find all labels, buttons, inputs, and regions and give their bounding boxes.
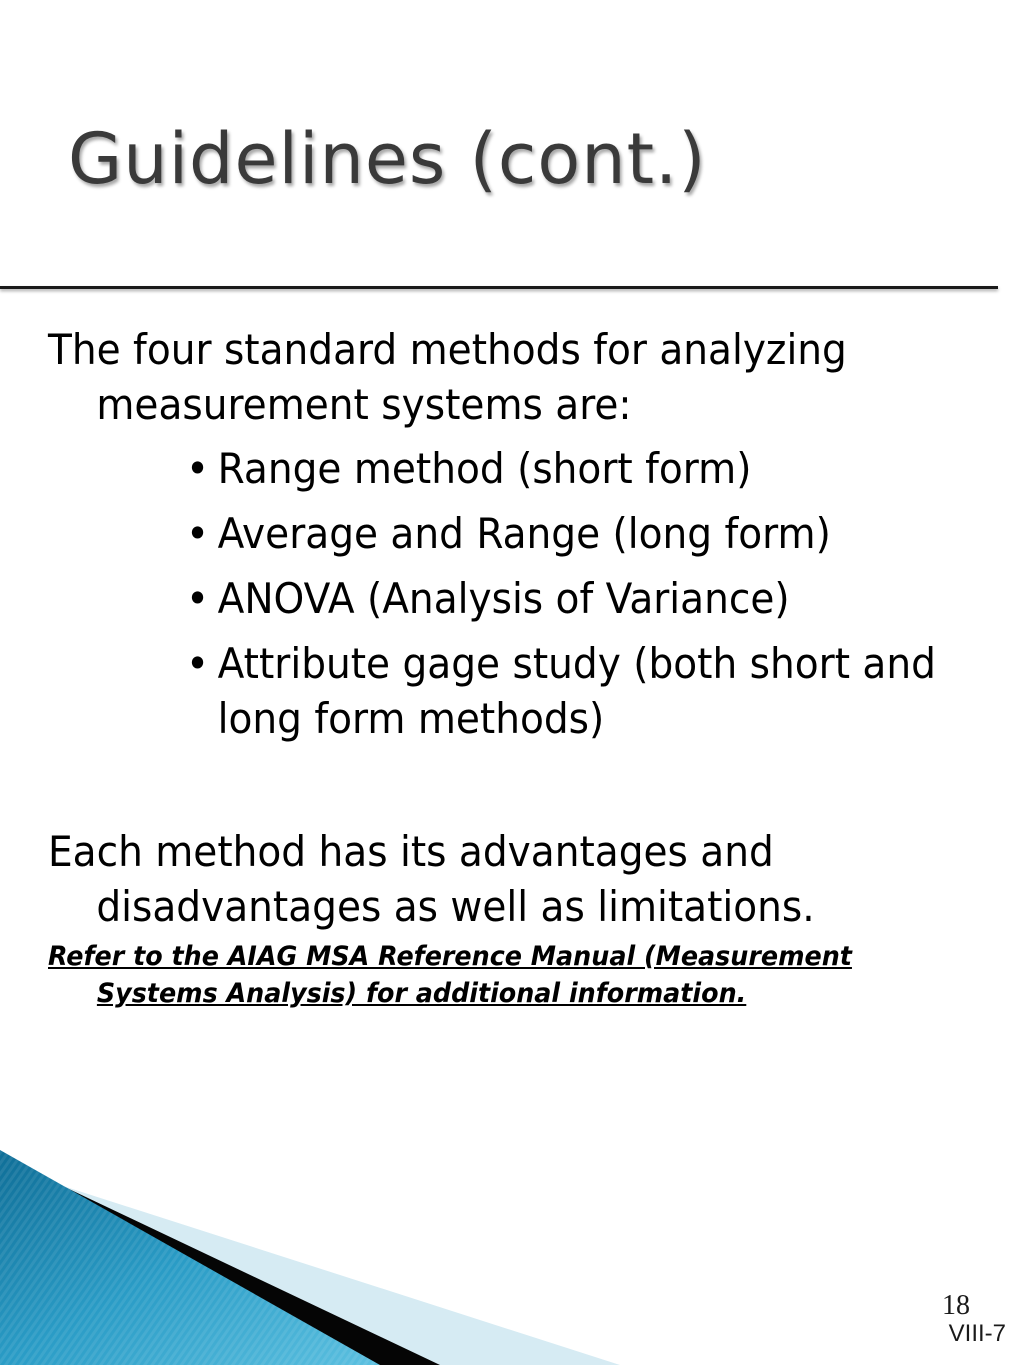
method-text: Average and Range (long form) [217,509,831,558]
method-text: Range method (short form) [217,444,752,493]
black-swoosh [50,1180,440,1365]
intro-paragraph: The four standard methods for analyzing measurement systems are: [48,325,847,429]
list-item [186,636,958,746]
bullet-icon: • [186,444,210,493]
summary-paragraph: Each method has its advantages and disadvantages as well as limitations. [48,827,815,931]
methods-list [186,441,958,756]
blue-swoosh [0,1150,380,1365]
list-item [186,571,958,626]
bullet-icon: • [186,639,210,688]
list-item [186,441,958,496]
bullet-icon: • [186,509,210,558]
section-code: VIII-7 [948,1320,1006,1347]
reference-note: Refer to the AIAG MSA Reference Manual (Measurement Systems Analysis) for additional information. [48,941,852,1009]
light-blue-swoosh [60,1185,620,1365]
method-text: ANOVA (Analysis of Variance) [217,574,790,623]
list-item [186,506,958,561]
title-divider [0,286,998,289]
method-text: Attribute gage study (both short and long form methods) [217,639,936,743]
slide-number: 18 [942,1290,970,1321]
slide-title: Guidelines (cont.) [68,118,707,200]
bullet-icon: • [186,574,210,623]
